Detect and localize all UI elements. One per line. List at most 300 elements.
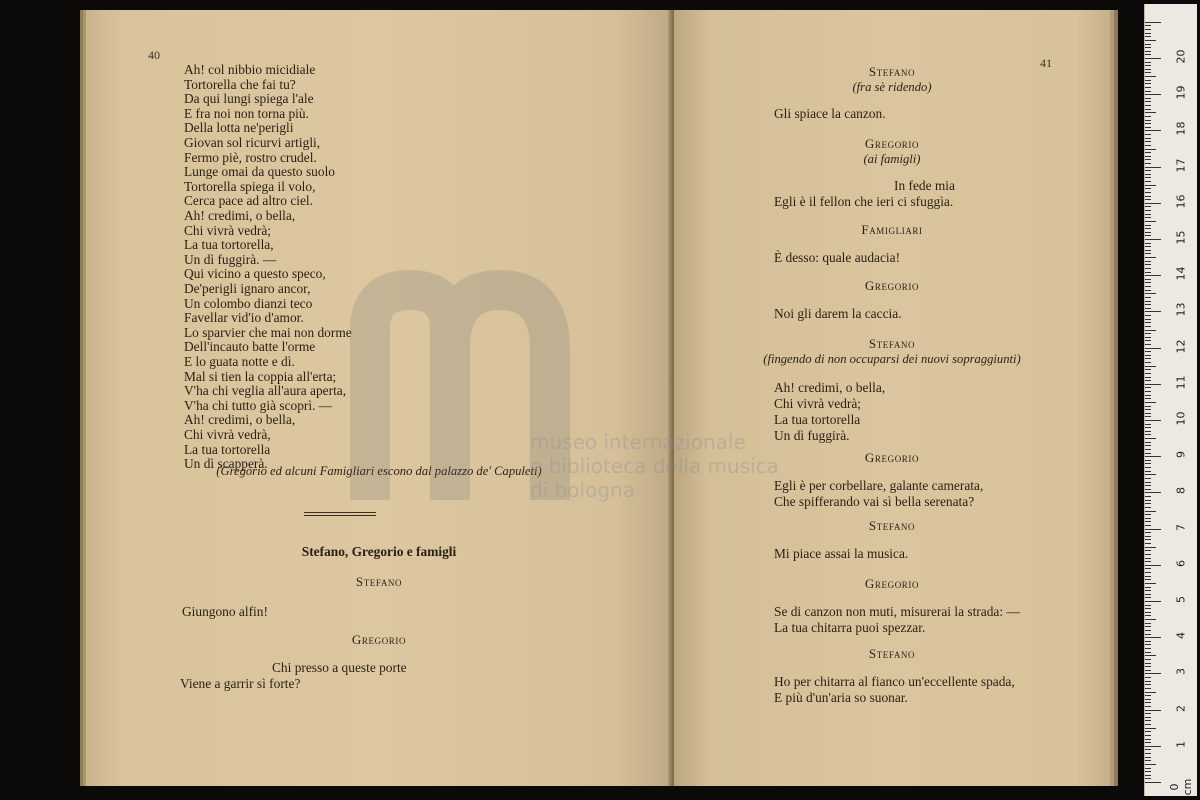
ruler-tick — [1145, 757, 1151, 758]
ruler-tick — [1145, 652, 1151, 653]
ruler-tick — [1145, 673, 1161, 674]
ruler-tick — [1145, 290, 1151, 291]
ruler-tick — [1145, 203, 1161, 204]
ruler-tick — [1145, 58, 1161, 59]
ruler-tick — [1145, 377, 1151, 378]
scene-heading: Stefano, Gregorio e famigli — [301, 544, 457, 559]
left-page — [86, 10, 672, 786]
ruler-tick — [1145, 311, 1161, 312]
verse-line: La tua tortorella — [184, 441, 271, 457]
ruler-tick — [1145, 670, 1151, 671]
ruler-tick — [1145, 134, 1151, 135]
ruler-tick — [1145, 684, 1151, 685]
ruler-tick — [1145, 304, 1151, 305]
ruler-tick — [1145, 177, 1151, 178]
ruler-tick — [1145, 637, 1161, 638]
verse-line: Un dì scapperà. — [184, 456, 268, 472]
verse-line: E più d'un'aria so suonar. — [774, 690, 908, 705]
ruler-tick — [1145, 605, 1151, 606]
ruler-tick — [1145, 695, 1151, 696]
ruler-number: 1 — [1174, 740, 1188, 748]
ruler-tick — [1145, 167, 1161, 168]
ruler-tick — [1145, 246, 1151, 247]
verse-line: Giovan sol ricurvi artigli, — [184, 135, 321, 150]
ruler-tick — [1145, 630, 1151, 631]
ruler-number: 16 — [1174, 194, 1188, 209]
ruler-tick — [1145, 196, 1151, 197]
ruler-tick — [1145, 420, 1161, 421]
speaker-name: Stefano — [868, 518, 916, 533]
verse-line: Se di canzon non muti, misurerai la strada: — — [774, 604, 1020, 619]
ruler-tick — [1145, 424, 1151, 425]
ruler-tick — [1145, 666, 1151, 667]
ruler-number: 10 — [1174, 411, 1188, 426]
ruler-tick — [1145, 597, 1151, 598]
ruler-tick — [1145, 623, 1151, 624]
ruler-tick — [1145, 511, 1156, 512]
ruler-tick — [1145, 369, 1151, 370]
ruler-tick — [1145, 445, 1151, 446]
verse-line: Tortorella spiega il volo, — [184, 178, 316, 194]
verse-line: Che spifferando vai sì bella serenata? — [774, 494, 975, 509]
ruler-tick — [1145, 286, 1151, 287]
ruler-tick — [1145, 387, 1151, 388]
ruler-tick — [1145, 615, 1151, 616]
verse-line: La tua tortorella, — [184, 237, 274, 253]
ruler-tick — [1145, 47, 1151, 48]
ruler-tick — [1145, 431, 1151, 432]
verse-line: Cerca pace ad altro ciel. — [184, 193, 313, 209]
ruler-tick — [1145, 40, 1156, 41]
ruler-tick — [1145, 264, 1151, 265]
ruler-tick — [1145, 123, 1151, 124]
ruler-tick — [1145, 453, 1151, 454]
ruler-tick — [1145, 514, 1151, 515]
ruler-tick — [1145, 214, 1151, 215]
ruler-tick — [1145, 366, 1156, 367]
ruler-number: 18 — [1174, 121, 1188, 136]
ruler-tick — [1145, 521, 1151, 522]
dialogue-line: Gli spiace la canzon. — [774, 106, 886, 121]
ruler-tick — [1145, 648, 1151, 649]
ruler-tick — [1145, 156, 1151, 157]
verse-line: Favellar vid'io d'amor. — [184, 310, 304, 326]
ruler-tick — [1145, 279, 1151, 280]
ruler-number: 4 — [1174, 632, 1188, 640]
ruler-tick — [1145, 547, 1156, 548]
ruler-number: 13 — [1174, 302, 1188, 317]
ruler-tick — [1145, 503, 1151, 504]
ruler-tick — [1145, 663, 1151, 664]
ruler-tick — [1145, 395, 1151, 396]
ruler-tick — [1145, 188, 1151, 189]
speaker-name: Famigliari — [861, 222, 923, 237]
ruler-tick — [1145, 362, 1151, 363]
ruler-tick — [1145, 257, 1156, 258]
ruler-tick — [1145, 768, 1151, 769]
ruler-tick — [1145, 500, 1151, 501]
ruler-tick — [1145, 413, 1151, 414]
ruler-tick — [1145, 467, 1151, 468]
ruler-number: 7 — [1174, 523, 1188, 531]
ruler-tick — [1145, 489, 1151, 490]
ruler-tick — [1145, 87, 1151, 88]
ruler-tick — [1145, 174, 1151, 175]
verse-line: La tua chitarra puoi spezzar. — [774, 620, 926, 635]
ruler-tick — [1145, 272, 1151, 273]
ruler-tick — [1145, 243, 1151, 244]
ruler-tick — [1145, 720, 1151, 721]
ruler-tick — [1145, 83, 1151, 84]
ruler-tick — [1145, 496, 1151, 497]
ruler-tick — [1145, 235, 1151, 236]
ruler-tick — [1145, 326, 1151, 327]
ruler-tick — [1145, 391, 1151, 392]
dialogue-line: Viene a garrir sì forte? — [180, 676, 301, 691]
verse-line: La tua tortorella — [774, 412, 861, 427]
ruler-number: 19 — [1174, 85, 1188, 100]
ruler-tick — [1145, 199, 1151, 200]
ruler-tick — [1145, 565, 1161, 566]
ruler-tick — [1145, 120, 1151, 121]
ruler-tick — [1145, 72, 1151, 73]
verse-line: Ah! col nibbio micidiale — [184, 62, 316, 77]
ruler-tick — [1145, 561, 1151, 562]
ruler-number: 5 — [1174, 596, 1188, 603]
ruler-tick — [1145, 579, 1151, 580]
ruler-tick — [1145, 228, 1151, 229]
ruler-tick — [1145, 98, 1151, 99]
ruler-tick — [1145, 163, 1151, 164]
ruler-tick — [1145, 109, 1151, 110]
verse-line: Un dì fuggirà. — [774, 428, 850, 443]
ruler-tick — [1145, 706, 1151, 707]
ruler-tick — [1145, 152, 1151, 153]
ruler-tick — [1145, 688, 1151, 689]
ruler-tick — [1145, 724, 1151, 725]
ruler-tick — [1145, 532, 1151, 533]
ruler-tick — [1145, 406, 1151, 407]
ruler-tick — [1145, 641, 1151, 642]
ruler-number: 20 — [1174, 49, 1188, 64]
ruler-tick — [1145, 710, 1161, 711]
verse-line: Ah! credimi, o bella, — [184, 208, 296, 223]
dialogue-line: In fede mia — [894, 178, 955, 193]
speaker-name: Gregorio — [864, 278, 920, 293]
ruler-tick — [1145, 655, 1156, 656]
ruler-tick — [1145, 608, 1151, 609]
ruler-tick — [1145, 105, 1151, 106]
ruler-tick — [1145, 764, 1156, 765]
verse-line: Chi vivrà vedrà; — [184, 222, 272, 238]
ruler-tick — [1145, 206, 1151, 207]
verse-line: Ho per chitarra al fianco un'eccellente spada, — [774, 674, 1015, 689]
ruler-tick — [1145, 29, 1151, 30]
ruler-tick — [1145, 583, 1156, 584]
ruler-tick — [1145, 572, 1151, 573]
verse-line: Dell'incauto batte l'orme — [184, 339, 316, 355]
ruler-tick — [1145, 518, 1151, 519]
ruler-tick — [1145, 558, 1151, 559]
ruler-tick — [1145, 253, 1151, 254]
verse-line: Qui vicino a questo speco, — [184, 266, 326, 282]
verse-line: Lunge omai da questo suolo — [184, 164, 335, 180]
verse-line: Tortorella che fai tu? — [184, 76, 296, 92]
measuring-ruler — [1144, 4, 1197, 796]
ruler-tick — [1145, 130, 1161, 131]
ruler-number: 6 — [1174, 559, 1188, 567]
verse-line: E fra noi non torna più. — [184, 105, 309, 121]
speaker-name: Stefano — [868, 336, 916, 351]
ruler-tick — [1145, 159, 1151, 160]
dialogue-line: Mi piace assai la musica. — [774, 546, 909, 561]
ruler-tick — [1145, 355, 1151, 356]
ruler-tick — [1145, 225, 1151, 226]
ruler-tick — [1145, 322, 1151, 323]
ruler-tick — [1145, 62, 1151, 63]
ruler-tick — [1145, 315, 1151, 316]
ruler-tick — [1145, 587, 1151, 588]
ruler-tick — [1145, 760, 1151, 761]
speaker-name: Gregorio — [351, 632, 407, 647]
ruler-tick — [1145, 101, 1151, 102]
verse-line: E lo guata notte e dì. — [184, 354, 295, 369]
open-book — [78, 10, 1118, 786]
ruler-tick — [1145, 771, 1151, 772]
ruler-tick — [1145, 221, 1156, 222]
ruler-tick — [1145, 543, 1151, 544]
speaker-name: Gregorio — [864, 576, 920, 591]
ruler-tick — [1145, 416, 1151, 417]
dialogue-line: Noi gli darem la caccia. — [774, 306, 902, 321]
ruler-number: 14 — [1174, 266, 1188, 281]
dialogue-line: Egli è il fellon che ieri ci sfuggìa. — [774, 194, 954, 209]
ruler-tick — [1145, 438, 1156, 439]
ruler-tick — [1145, 554, 1151, 555]
ruler-tick — [1145, 550, 1151, 551]
ruler-tick — [1145, 333, 1151, 334]
ruler-tick — [1145, 127, 1151, 128]
ruler-tick — [1145, 330, 1156, 331]
ruler-tick — [1145, 463, 1151, 464]
ruler-tick — [1145, 456, 1161, 457]
ruler-tick — [1145, 590, 1151, 591]
ruler-tick — [1145, 116, 1151, 117]
ruler-tick — [1145, 91, 1151, 92]
ruler-tick — [1145, 301, 1151, 302]
verse-line: Ah! credimi, o bella, — [774, 380, 886, 395]
verse-line: Chi vivrà vedrà; — [774, 396, 862, 411]
ruler-tick — [1145, 449, 1151, 450]
ruler-tick — [1145, 427, 1151, 428]
ruler-tick — [1145, 681, 1151, 682]
ruler-tick — [1145, 775, 1151, 776]
stage-direction: (Gregorio ed alcuni Famigliari escono dal palazzo de' Capuleti) — [216, 464, 542, 478]
ruler-number: 15 — [1174, 230, 1188, 245]
speaker-name: Gregorio — [864, 450, 920, 465]
ruler-tick — [1145, 149, 1156, 150]
speaker-name: Stefano — [868, 646, 916, 661]
ruler-tick — [1145, 626, 1151, 627]
ruler-tick — [1145, 138, 1151, 139]
ruler-tick — [1145, 659, 1151, 660]
page-number-left: 40 — [148, 48, 160, 62]
ruler-tick — [1145, 261, 1151, 262]
ruler-tick — [1145, 717, 1151, 718]
stage-direction: (ai famigli) — [863, 152, 921, 166]
verse-line: Della lotta ne'perigli — [184, 120, 294, 136]
ruler-tick — [1145, 145, 1151, 146]
ruler-tick — [1145, 409, 1151, 410]
ruler-tick — [1145, 340, 1151, 341]
ruler-tick — [1145, 731, 1151, 732]
ruler-tick — [1145, 210, 1151, 211]
verse-line: Mal si tien la coppia all'erta; — [184, 368, 337, 384]
ruler-tick — [1145, 170, 1151, 171]
ruler-tick — [1145, 351, 1151, 352]
ruler-tick — [1145, 507, 1151, 508]
ruler-tick — [1145, 398, 1151, 399]
speaker-name: Stefano — [868, 64, 916, 79]
ruler-tick — [1145, 536, 1151, 537]
ruler-tick — [1145, 739, 1151, 740]
ruler-tick — [1145, 65, 1151, 66]
ruler-tick — [1145, 402, 1156, 403]
ruler-tick — [1145, 442, 1151, 443]
ruler-tick — [1145, 644, 1151, 645]
ruler-tick — [1145, 702, 1151, 703]
ruler-number: 8 — [1174, 487, 1188, 495]
ruler-tick — [1145, 141, 1151, 142]
ruler-tick — [1145, 51, 1151, 52]
ruler-tick — [1145, 746, 1161, 747]
ruler-tick — [1145, 529, 1161, 530]
ruler-number: 0 cm — [1168, 778, 1194, 796]
ruler-tick — [1145, 80, 1151, 81]
ruler-number: 3 — [1174, 668, 1188, 676]
ruler-tick — [1145, 192, 1151, 193]
ruler-tick — [1145, 728, 1156, 729]
ruler-tick — [1145, 576, 1151, 577]
ruler-tick — [1145, 308, 1151, 309]
ruler-tick — [1145, 568, 1151, 569]
ruler-number: 17 — [1174, 158, 1188, 173]
ruler-tick — [1145, 69, 1151, 70]
ruler-tick — [1145, 753, 1151, 754]
verse-line: Chi vivrà vedrà, — [184, 427, 271, 442]
ruler-tick — [1145, 232, 1151, 233]
ruler-number: 2 — [1174, 704, 1188, 712]
ruler-tick — [1145, 634, 1151, 635]
verse-line: Egli è per corbellare, galante camerata, — [774, 478, 984, 493]
ruler-tick — [1145, 713, 1151, 714]
verse-line: Un colombo dianzi teco — [184, 295, 313, 311]
page-number-right: 41 — [1040, 56, 1052, 70]
ruler-tick — [1145, 692, 1156, 693]
ruler-number: 11 — [1174, 375, 1188, 390]
ruler-tick — [1145, 384, 1161, 385]
ruler-tick — [1145, 217, 1151, 218]
dialogue-line: Chi presso a queste porte — [272, 660, 407, 675]
ruler-tick — [1145, 782, 1161, 783]
ruler-tick — [1145, 344, 1151, 345]
verse-line: Lo sparvier che mai non dorme — [184, 324, 352, 340]
ruler-tick — [1145, 22, 1161, 23]
ruler-tick — [1145, 482, 1151, 483]
ruler-tick — [1145, 275, 1161, 276]
ruler-tick — [1145, 358, 1151, 359]
ruler-tick — [1145, 525, 1151, 526]
ruler-tick — [1145, 492, 1161, 493]
ruler-tick — [1145, 434, 1151, 435]
ruler-tick — [1145, 282, 1151, 283]
ruler-tick — [1145, 239, 1161, 240]
ruler-tick — [1145, 619, 1156, 620]
ruler-tick — [1145, 44, 1151, 45]
verse-line: Fermo piè, rostro crudel. — [184, 149, 317, 165]
stage-direction: (fra sè ridendo) — [852, 80, 932, 94]
ruler-tick — [1145, 268, 1151, 269]
ruler-tick — [1145, 25, 1151, 26]
ruler-tick — [1145, 54, 1151, 55]
ruler-tick — [1145, 94, 1161, 95]
ruler-tick — [1145, 76, 1156, 77]
ruler-tick — [1145, 185, 1156, 186]
ruler-tick — [1145, 297, 1151, 298]
ruler-tick — [1145, 594, 1151, 595]
stage-direction: (fingendo di non occuparsi dei nuovi sopraggiunti) — [763, 352, 1021, 366]
ruler-tick — [1145, 478, 1151, 479]
speaker-name: Stefano — [355, 574, 403, 589]
ruler-tick — [1145, 699, 1151, 700]
verse-line: Un dì fuggirà. — — [184, 251, 277, 267]
ruler-tick — [1145, 539, 1151, 540]
section-divider — [304, 512, 376, 516]
ruler-tick — [1145, 380, 1151, 381]
ruler-tick — [1145, 601, 1161, 602]
ruler-tick — [1145, 250, 1151, 251]
ruler-tick — [1145, 36, 1151, 37]
ruler-tick — [1145, 348, 1161, 349]
verse-line: Da qui lungi spiega l'ale — [184, 91, 314, 107]
verse-line: De'perigli ignaro ancor, — [184, 281, 311, 296]
ruler-tick — [1145, 735, 1151, 736]
verse-line: V'ha chi veglia all'aura aperta, — [184, 383, 347, 399]
ruler-tick — [1145, 319, 1151, 320]
verse-line: Ah! credimi, o bella, — [184, 412, 296, 428]
ruler-number: 9 — [1174, 451, 1188, 459]
ruler-tick — [1145, 749, 1151, 750]
ruler-tick — [1145, 677, 1151, 678]
ruler-tick — [1145, 337, 1151, 338]
ruler-tick — [1145, 112, 1156, 113]
dialogue-line: Giungono alfin! — [182, 604, 268, 619]
dialogue-line: È desso: quale audacia! — [774, 250, 901, 265]
ruler-number: 12 — [1174, 339, 1188, 354]
ruler-tick — [1145, 33, 1151, 34]
speaker-name: Gregorio — [864, 136, 920, 151]
watermark-text: museo internazionale e biblioteca della musica di bologna — [530, 430, 779, 502]
ruler-tick — [1145, 293, 1156, 294]
verse-line: V'ha chi tutto già scoprì. — — [184, 397, 333, 413]
right-page — [674, 10, 1110, 786]
ruler-tick — [1145, 373, 1151, 374]
ruler-tick — [1145, 778, 1151, 779]
ruler-tick — [1145, 181, 1151, 182]
ruler-tick — [1145, 742, 1151, 743]
ruler-tick — [1145, 612, 1151, 613]
ruler-tick — [1145, 460, 1151, 461]
